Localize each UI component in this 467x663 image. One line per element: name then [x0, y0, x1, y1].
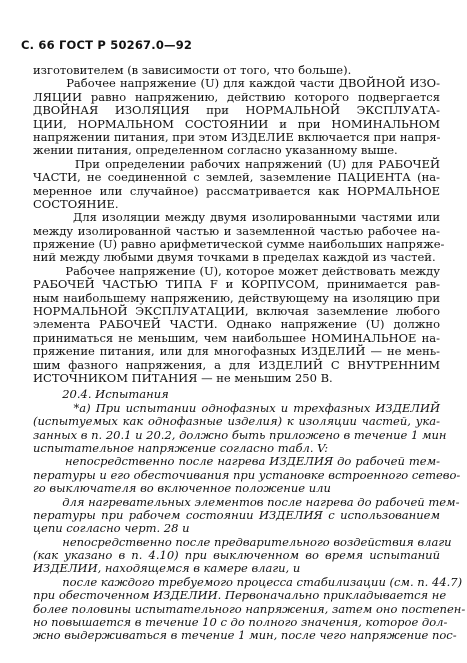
text-line: ЧАСТИ, не соединенной с землей, заземление ПАЦИЕНТА (на-: [33, 170, 440, 185]
text-line: более половины испытательного напряжения, затем оно постепен-: [33, 601, 466, 616]
text-line: изготовителем (в зависимости от того, что больше).: [33, 63, 352, 77]
text-line: но повышается в течение 10 с до полного значения, которое дол-: [33, 615, 448, 630]
text-line: ДВОЙНАЯ ИЗОЛЯЦИЯ при НОРМАЛЬНОЙ ЭКСПЛУАТА-: [33, 103, 440, 118]
text-line: для нагревательных элементов после нагрева до рабочей тем-: [33, 494, 460, 509]
paragraph: [33, 265, 440, 386]
paragraph: [33, 400, 447, 456]
text-line: напряжении питания, при этом ИЗДЕЛИЕ включается при напря-: [33, 129, 441, 144]
text-line: между изолированной частью и заземленной частью рабочее на-: [33, 223, 440, 238]
text-line: При определении рабочих напряжений (U) для РАБОЧЕЙ: [33, 156, 440, 171]
text-line: меренное или случайное) рассматривается как НОРМАЛЬНОЕ: [33, 183, 440, 198]
paragraph: [33, 158, 440, 212]
text-line: ным наибольшему напряжению, действующему на изоляцию при: [33, 290, 440, 305]
text-line: ИЗДЕЛИИ, находящемся в камере влаги, и: [33, 561, 301, 576]
paragraph: [33, 494, 460, 536]
text-line: НОРМАЛЬНОЙ ЭКСПЛУАТАЦИИ, включая заземление любого: [33, 304, 440, 319]
text-line: после каждого требуемого процесса стабилизации (см. п. 44.7): [33, 574, 463, 589]
text-line: жно выдерживаться в течение 1 мин, после чего напряжение пос-: [33, 628, 457, 643]
text-line: пературы и его обесточивания при установке встроенного сетево-: [33, 467, 461, 482]
text-line: элемента РАБОЧЕЙ ЧАСТИ. Однако напряжение (U) должно: [33, 317, 440, 332]
text-line: пературы при рабочем состоянии ИЗДЕЛИЯ с использованием: [33, 507, 440, 522]
text-line: при обесточенном ИЗДЕЛИИ. Первоначально прикладывается не: [33, 588, 447, 603]
text-line: 20.4. Испытания: [33, 387, 169, 402]
text-line: (испытуемых как однофазные изделия) к изоляции частей, ука-: [33, 414, 440, 429]
text-line: (как указано в п. 4.10) при выключенном во время испытаний: [33, 548, 440, 563]
text-line: ЛЯЦИИ равно напряжению, действию которого подвергается: [33, 89, 440, 104]
paragraph: [33, 534, 452, 576]
text-line: пряжение (U) равно арифметической сумме наибольших напряже-: [33, 237, 445, 252]
page-header: С. 66 ГОСТ Р 50267.0—92: [21, 38, 193, 52]
paragraph: [33, 388, 440, 401]
document-body: [33, 63, 466, 643]
paragraph: [33, 454, 461, 496]
text-line: ний между любыми двумя точками в пределах каждой из частей.: [33, 250, 436, 265]
text-line: СОСТОЯНИЕ.: [33, 196, 119, 211]
text-line: ЦИИ, НОРМАЛЬНОМ СОСТОЯНИИ и при НОМИНАЛЬНОМ: [33, 116, 440, 131]
paragraph: [33, 77, 440, 157]
text-line: непосредственно после предварительного воздействия влаги: [33, 534, 452, 549]
text-line: Для изоляции между двумя изолированными частями или: [33, 210, 440, 225]
text-line: занных в п. 20.1 и 20.2, должно быть приложено в течение 1 мин: [33, 427, 447, 442]
paragraph: [33, 210, 445, 265]
text-line: РАБОЧЕЙ ЧАСТЬЮ ТИПА F и КОРПУСОМ, принимается рав-: [33, 277, 440, 292]
text-line: приниматься не меньшим, чем наибольшее НОМИНАЛЬНОЕ на-: [33, 330, 440, 345]
text-line: жении питания, определенном согласно указанному выше.: [33, 143, 398, 158]
text-line: Рабочее напряжение (U), которое может действовать между: [33, 263, 440, 278]
text-line: *а) При испытании однофазных и трехфазных ИЗДЕЛИЙ: [33, 400, 440, 415]
text-line: непосредственно после нагрева ИЗДЕЛИЯ до рабочей тем-: [33, 454, 440, 469]
text-line: Рабочее напряжение (U) для каждой части ДВОЙНОЙ ИЗО-: [33, 76, 440, 91]
paragraph: [33, 574, 466, 643]
text-line: ИСТОЧНИКОМ ПИТАНИЯ — не меньшим 250 В.: [33, 370, 333, 385]
text-line: испытательное напряжение согласно табл. V:: [33, 440, 329, 455]
text-line: пряжение питания, или для многофазных ИЗДЕЛИЙ — не мень-: [33, 344, 440, 359]
text-line: шим фазного напряжения, а для ИЗДЕЛИЙ С ВНУТРЕННИМ: [33, 357, 440, 372]
paragraph: [33, 64, 440, 77]
text-line: цепи согласно черт. 28 и: [33, 521, 190, 536]
text-line: го выключателя во включенное положение или: [33, 481, 331, 496]
